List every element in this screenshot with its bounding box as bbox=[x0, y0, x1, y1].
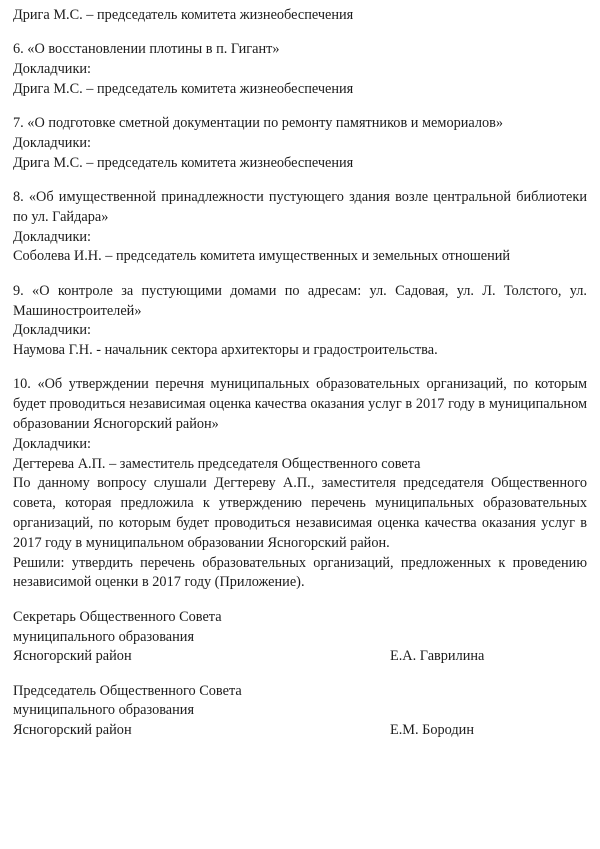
signature-role-text: муниципального образования bbox=[13, 702, 195, 719]
blank-line bbox=[13, 667, 587, 682]
signature-name: Е.А. Гаврилина bbox=[390, 648, 485, 665]
signature-role-text: Председатель Общественного Совета bbox=[13, 682, 242, 699]
document-line: 7. «О подготовке сметной документации по ремонту памятников и мемориалов» bbox=[13, 115, 504, 132]
document-paragraph: 8. «Об имущественной принадлежности пустующего здания возле центральной библиотеки по ул. Гайдара» bbox=[13, 189, 587, 225]
signature-role-line bbox=[13, 682, 587, 702]
document-paragraph: По данному вопросу слушали Дегтереву А.П., заместителя председателя Общественного совета, которая предложила к утверждению перечень муниципальных образовательных организаций, по которым будет проводиться независимая оценка качества оказания услуг в 2017 году в муниципальном образовании Ясногорский район. bbox=[13, 475, 587, 551]
document-paragraph: 9. «О контроле за пустующими домами по адресам: ул. Садовая, ул. Л. Толстого, ул. Машиностроителей» bbox=[13, 282, 587, 319]
document-line: Докладчики: bbox=[13, 228, 92, 245]
blank-line bbox=[13, 26, 587, 41]
blank-line bbox=[13, 267, 587, 282]
signature-role-line bbox=[13, 608, 587, 628]
document-line: Докладчики: bbox=[13, 61, 92, 78]
document-line: Соболева И.Н. – председатель комитета имущественных и земельных отношений bbox=[13, 248, 511, 265]
document-line: Дрига М.С. – председатель комитета жизнеобеспечения bbox=[13, 154, 354, 171]
document-body bbox=[13, 6, 587, 741]
signature-role-line bbox=[13, 628, 587, 648]
document-line: Докладчики: bbox=[13, 435, 92, 452]
signature-role-text: муниципального образования bbox=[13, 628, 195, 645]
signature-role-line bbox=[13, 647, 587, 667]
blank-line bbox=[13, 174, 587, 189]
signature-block bbox=[13, 682, 587, 741]
signature-role-text: Ясногорский район bbox=[13, 722, 132, 739]
blank-line bbox=[13, 593, 587, 608]
blank-line bbox=[13, 361, 587, 376]
document-line: Докладчики: bbox=[13, 322, 92, 339]
signature-role-text: Секретарь Общественного Совета bbox=[13, 608, 222, 625]
document-line: Дегтерева А.П. – заместитель председателя Общественного совета bbox=[13, 455, 421, 472]
document-line: Дрига М.С. – председатель комитета жизнеобеспечения bbox=[13, 80, 354, 97]
document-line: Дрига М.С. – председатель комитета жизнеобеспечения bbox=[13, 7, 354, 23]
document-paragraph: 10. «Об утверждении перечня муниципальных образовательных организаций, по которым будет проводиться независимая оценка качества оказания услуг в 2017 году в муниципальном образовании Ясногорский район» bbox=[13, 376, 587, 433]
signature-block bbox=[13, 608, 587, 667]
signature-role-text: Ясногорский район bbox=[13, 648, 132, 665]
document-paragraph: Решили: утвердить перечень образовательных организаций, предложенных к проведению независимой оценки в 2017 году (Приложение). bbox=[13, 554, 587, 591]
document-line: Наумова Г.Н. - начальник сектора архитекторы и градостроительства. bbox=[13, 342, 438, 359]
signature-role-line bbox=[13, 721, 587, 741]
document-line: 6. «О восстановлении плотины в п. Гигант» bbox=[13, 41, 280, 58]
signature-name: Е.М. Бородин bbox=[390, 722, 474, 739]
blank-line bbox=[13, 100, 587, 115]
document-line: Докладчики: bbox=[13, 134, 92, 151]
signature-role-line bbox=[13, 701, 587, 721]
